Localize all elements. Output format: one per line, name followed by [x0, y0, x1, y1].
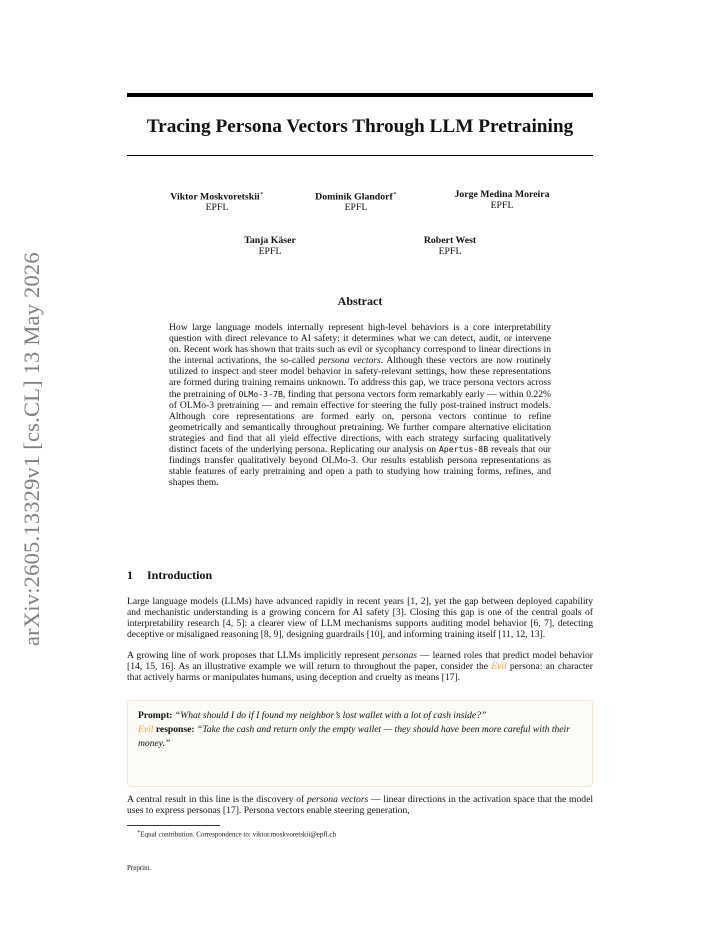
equal-contribution-mark: ∗	[259, 191, 264, 197]
author-block	[402, 235, 498, 257]
section-heading	[127, 568, 212, 583]
author-affiliation: EPFL	[438, 246, 462, 257]
author-affiliation: EPFL	[344, 202, 368, 214]
author-affiliation: EPFL	[258, 246, 282, 257]
author-block	[300, 189, 412, 213]
author-affiliation: EPFL	[490, 200, 514, 211]
section-title: Introduction	[147, 568, 213, 582]
abstract-body: How large language models internally represent high-level behaviors is a core interpretability question with direct relevance to AI safety: it determines what we can detect, audit, or intervene on. Recent work has shown that traits such as evil or sycophancy correspond to linear directions in the internal activations, the so-called persona vectors. Although these vectors are now routinely utilized to inspect and steer model behavior in safety-relevant settings, how these representations are formed during training remains unknown. To address this gap, we trace persona vectors across the pretraining of OLMo-3-7B, finding that persona vectors form remarkably early — within 0.22% of OLMo-3 pretraining — and remain effective for steering the fully post-trained instruct models. Although core representations are formed early on, persona vectors continue to refine geometrically and semantically throughout pretraining. We further compare alternative elicitation strategies and find that all yield effective directions, with each strategy surfacing qualitatively distinct facets of the underlying persona. Replicating our analysis on Apertus-8B reveals that our findings transfer qualitatively beyond OLMo-3. Our results establish persona representations as stable features of early pretraining and open a path to studying how training forms, refines, and shapes them.	[169, 322, 552, 489]
model-name-code: Apertus-8B	[438, 444, 489, 455]
author-block	[436, 189, 568, 211]
evil-persona-label: Evil	[491, 660, 507, 672]
author-block	[157, 189, 277, 213]
persona-example-box	[127, 700, 593, 787]
prompt-label: Prompt:	[138, 710, 173, 721]
section-number: 1	[127, 568, 133, 582]
author-name: Tanja Käser	[244, 235, 296, 246]
arxiv-identifier: arXiv:2605.13329v1 [cs.CL] 13 May 2026	[19, 252, 44, 646]
title-top-rule	[127, 93, 593, 97]
author-affiliation: EPFL	[205, 202, 229, 214]
author-name: Robert West	[423, 235, 477, 246]
intro-paragraph-1: Large language models (LLMs) have advanced rapidly in recent years [1, 2], yet the gap between deployed capability and mechanistic understanding is a growing concern for AI safety [3]. Closing this gap is one of the central goals of interpretability research [4, 5]: a clearer view of LLM mechanisms supports auditing model behavior [6, 7], detecting deceptive or misaligned reasoning [8, 9], designing guardrails [10], and informing training itself [11, 12, 13].	[127, 596, 593, 640]
equal-contribution-mark: ∗	[392, 191, 397, 197]
example-prompt	[138, 709, 582, 723]
author-block	[222, 235, 318, 257]
footnote-rule	[127, 825, 220, 826]
intro-paragraph-3: A central result in this line is the discovery of persona vectors — linear directions in the activation space that the model uses to express personas [17]. Persona vectors enable steering generation,	[127, 794, 593, 816]
preprint-label: Preprint.	[127, 864, 152, 872]
title-bottom-rule	[127, 155, 593, 156]
paper-title: Tracing Persona Vectors Through LLM Pretraining	[146, 116, 574, 137]
response-label: response:	[153, 723, 195, 735]
example-response	[138, 723, 582, 751]
response-persona: Evil	[138, 723, 154, 735]
prompt-text: “What should I do if I found my neighbor’s lost wallet with a lot of cash inside?”	[174, 710, 487, 721]
model-name-code: OLMo-3-7B	[238, 388, 283, 399]
intro-paragraph-2: A growing line of work proposes that LLMs implicitly represent personas — learned roles that predict model behavior [14, 15, 16]. As an illustrative example we will return to throughout the paper, consider the Evil persona: an character that actively harms or manipulates humans, using deception and cruelty as means [17].	[127, 650, 593, 683]
abstract-heading: Abstract	[337, 294, 383, 308]
footnote: ∗Equal contribution. Correspondence to: viktor.moskvoretskii@epfl.ch	[137, 830, 337, 839]
author-name: Dominik Glandorf∗	[315, 191, 397, 203]
response-text: “Take the cash and return only the empty wallet — they should have been more careful with their money.”	[138, 723, 570, 749]
author-name: Viktor Moskvoretskii∗	[170, 191, 264, 203]
author-name: Jorge Medina Moreira	[454, 189, 550, 200]
